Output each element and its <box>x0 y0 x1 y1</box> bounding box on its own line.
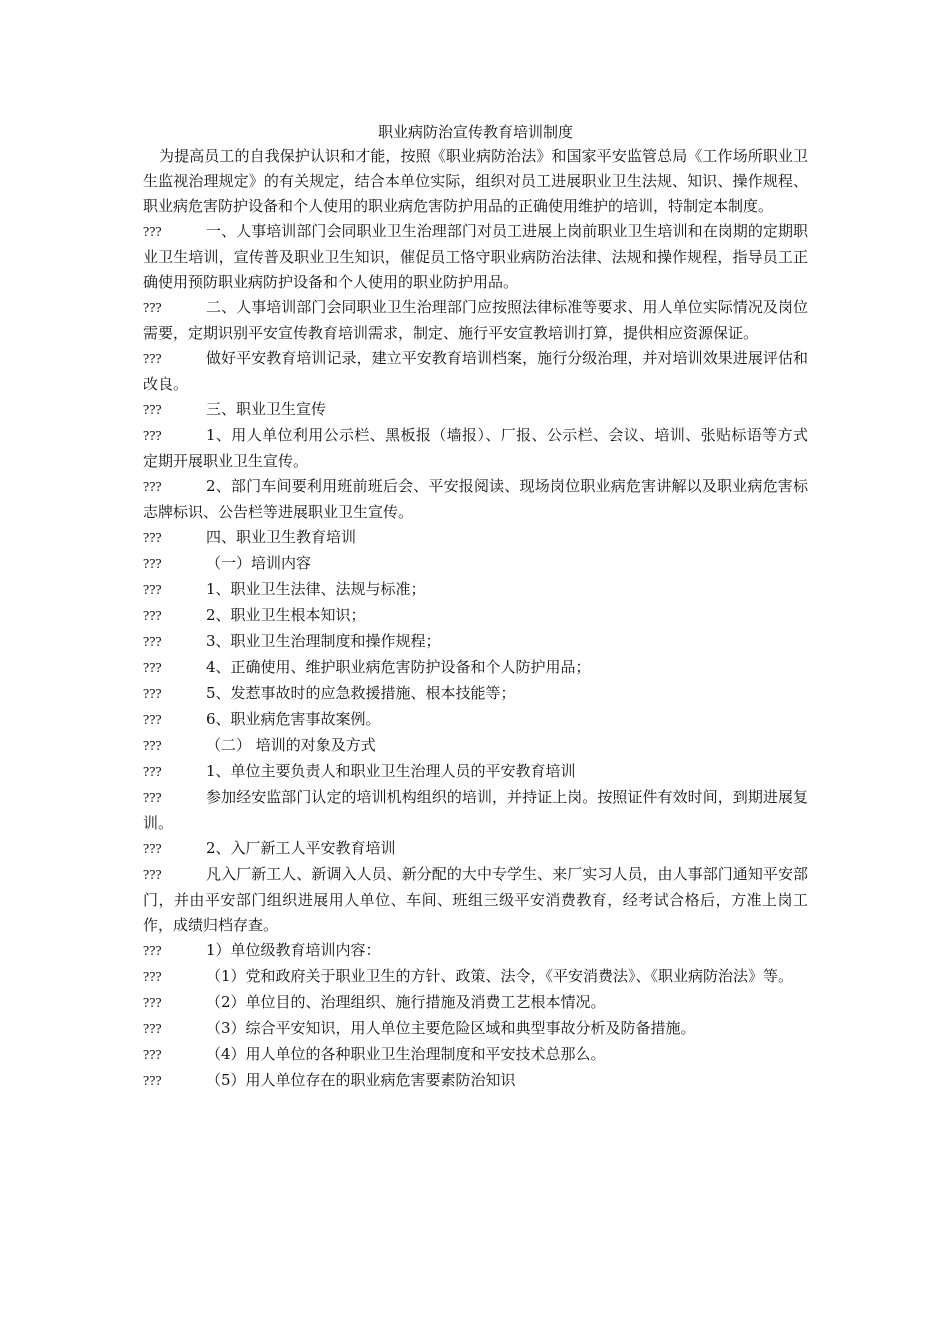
paragraph-text: 1、单位主要负责人和职业卫生治理人员的平安教育培训 <box>206 762 576 780</box>
paragraph-text: 二、人事培训部门会同职业卫生治理部门应按照法律标准等要求、用人单位实际情况及岗位需要，定期识别平安宣传教育培训需求，制定、施行平安宣教培训打算，提供相应资源保证。 <box>143 298 808 342</box>
paragraph-text: 四、职业卫生教育培训 <box>206 528 357 546</box>
paragraph-text: 1）单位级教育培训内容： <box>206 941 381 959</box>
list-item <box>143 681 808 707</box>
line-prefix: ??? <box>143 557 162 572</box>
paragraph-text: 一、人事培训部门会同职业卫生治理部门对员工进展上岗前职业卫生培训和在岗期的定期职业卫生培训，宣传普及职业卫生知识，催促员工恪守职业病防治法律、法规和操作规程，指导员工正确使用预防职业病防护设备和个人使用的职业防护用品。 <box>143 222 808 291</box>
list-item <box>143 759 808 785</box>
subsection-heading <box>143 551 808 577</box>
line-prefix: ??? <box>143 301 162 316</box>
list-item <box>143 964 808 990</box>
list-item <box>143 707 808 733</box>
list-item <box>143 655 808 681</box>
line-prefix: ??? <box>143 996 162 1011</box>
line-prefix: ??? <box>143 531 162 546</box>
subsection-heading <box>143 733 808 759</box>
line-prefix: ??? <box>143 765 162 780</box>
list-item <box>143 836 808 862</box>
line-prefix: ??? <box>143 403 162 418</box>
line-prefix: ??? <box>143 583 162 598</box>
paragraph-text: （2）单位目的、治理组织、施行措施及消费工艺根本情况。 <box>206 993 606 1011</box>
list-item <box>143 603 808 629</box>
line-prefix: ??? <box>143 1022 162 1037</box>
line-prefix: ??? <box>143 842 162 857</box>
list-item <box>143 629 808 655</box>
line-prefix: ??? <box>143 739 162 754</box>
paragraph <box>143 295 808 346</box>
line-prefix: ??? <box>143 1048 162 1063</box>
paragraph-text: 三、职业卫生宣传 <box>206 400 327 418</box>
line-prefix: ??? <box>143 713 162 728</box>
line-prefix: ??? <box>143 868 162 883</box>
document-title: 职业病防治宣传教育培训制度 <box>377 123 573 141</box>
paragraph-text: （1）党和政府关于职业卫生的方针、政策、法令，《平安消费法》、《职业病防治法》等。 <box>206 967 794 985</box>
line-prefix: ??? <box>143 609 162 624</box>
paragraph-text: 5、发惹事故时的应急救援措施、根本技能等； <box>206 684 516 702</box>
paragraph-text: （二） 培训的对象及方式 <box>206 736 376 754</box>
paragraph <box>143 219 808 295</box>
document-page <box>143 120 808 1094</box>
paragraph-text: 3、职业卫生治理制度和操作规程； <box>206 632 441 650</box>
paragraph-text: 2、职业卫生根本知识； <box>206 606 366 624</box>
paragraph-text: 1、用人单位利用公示栏、黑板报（墙报）、厂报、公示栏、会议、培训、张贴标语等方式定期开展职业卫生宣传。 <box>143 426 808 470</box>
line-prefix: ??? <box>143 429 162 444</box>
line-prefix: ??? <box>143 661 162 676</box>
section-heading <box>143 525 808 551</box>
paragraph-text: 做好平安教育培训记录，建立平安教育培训档案，施行分级治理，并对培训效果进展评估和改良。 <box>143 349 808 393</box>
line-prefix: ??? <box>143 1074 162 1089</box>
paragraph-text: （5）用人单位存在的职业病危害要素防治知识 <box>206 1071 516 1089</box>
paragraph-text: 2、入厂新工人平安教育培训 <box>206 839 396 857</box>
line-prefix: ??? <box>143 687 162 702</box>
list-item <box>143 577 808 603</box>
paragraph-text: 2、部门车间要利用班前班后会、平安报阅读、现场岗位职业病危害讲解以及职业病危害标志牌标识、公告栏等进展职业卫生宣传。 <box>143 477 808 521</box>
line-prefix: ??? <box>143 944 162 959</box>
line-prefix: ??? <box>143 970 162 985</box>
paragraph-text: （一）培训内容 <box>206 554 312 572</box>
line-prefix: ??? <box>143 352 162 367</box>
list-item <box>143 1016 808 1042</box>
intro-paragraph: 为提高员工的自我保护认识和才能，按照《职业病防治法》和国家平安监管总局《工作场所职业卫生监视治理规定》的有关规定，结合本单位实际，组织对员工进展职业卫生法规、知识、操作规程、职业病危害防护设备和个人使用的职业病危害防护用品的正确使用维护的培训，特制定本制度。 <box>143 147 808 215</box>
list-item <box>143 1042 808 1068</box>
paragraph-text: 4、正确使用、维护职业病危害防护设备和个人防护用品； <box>206 658 591 676</box>
paragraph-text: （4）用人单位的各种职业卫生治理制度和平安技术总那么。 <box>206 1045 606 1063</box>
paragraph <box>143 862 808 938</box>
paragraph-text: 1、职业卫生法律、法规与标准； <box>206 580 426 598</box>
list-item <box>143 938 808 964</box>
line-prefix: ??? <box>143 225 162 240</box>
paragraph-text: 6、职业病危害事故案例。 <box>206 710 381 728</box>
section-heading <box>143 397 808 423</box>
line-prefix: ??? <box>143 635 162 650</box>
list-item <box>143 1068 808 1094</box>
paragraph-text: 凡入厂新工人、新调入人员、新分配的大中专学生、来厂实习人员，由人事部门通知平安部门，并由平安部门组织进展用人单位、车间、班组三级平安消费教育，经考试合格后，方准上岗工作，成绩归档存查。 <box>143 865 808 934</box>
paragraph-text: 参加经安监部门认定的培训机构组织的培训，并持证上岗。按照证件有效时间，到期进展复训。 <box>143 788 808 832</box>
paragraph <box>143 785 808 836</box>
paragraph <box>143 423 808 474</box>
list-item <box>143 990 808 1016</box>
paragraph-text: （3）综合平安知识，用人单位主要危险区域和典型事故分析及防备措施。 <box>206 1019 696 1037</box>
paragraph <box>143 346 808 397</box>
line-prefix: ??? <box>143 480 162 495</box>
paragraph <box>143 474 808 525</box>
line-prefix: ??? <box>143 791 162 806</box>
